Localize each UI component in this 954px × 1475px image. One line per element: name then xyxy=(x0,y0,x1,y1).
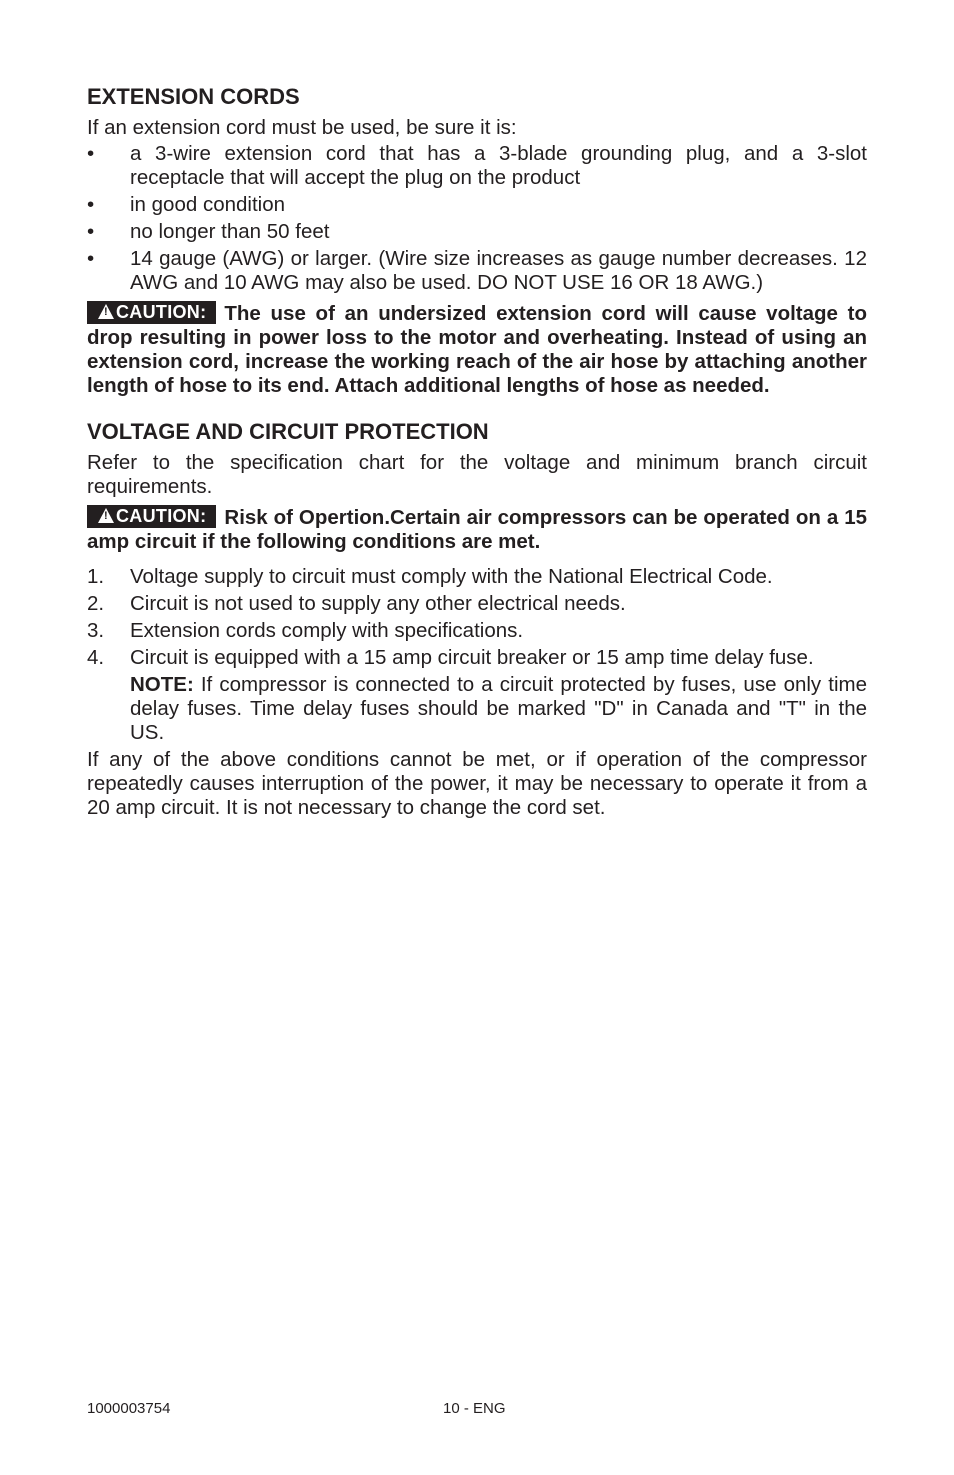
warning-triangle-icon xyxy=(98,304,114,319)
circuit-conditions-list xyxy=(87,565,867,670)
caution-label: CAUTION: xyxy=(116,506,207,526)
list-item xyxy=(87,220,867,244)
voltage-circuit-intro: Refer to the specification chart for the voltage and minimum branch circuit requirements. xyxy=(87,451,867,498)
caution-badge xyxy=(87,505,216,528)
list-item-text: Circuit is equipped with a 15 amp circuit breaker or 15 amp time delay fuse. xyxy=(130,646,814,669)
fuse-note xyxy=(87,673,867,745)
list-number: 1. xyxy=(87,565,105,588)
list-item xyxy=(87,592,867,616)
closing-paragraph: If any of the above conditions cannot be met, or if operation of the compressor repeatedly causes interruption of the power, it may be necessary to operate it from a 20 amp circuit. It is not necessary to change the cord set. xyxy=(87,748,867,819)
bullet-mark: • xyxy=(87,142,95,165)
note-label: NOTE: xyxy=(130,673,194,696)
list-item xyxy=(87,193,867,217)
circuit-caution xyxy=(87,505,867,554)
list-item-text: no longer than 50 feet xyxy=(130,220,330,243)
extension-cords-section xyxy=(87,84,867,398)
list-item xyxy=(87,142,867,190)
page-number: 10 - ENG xyxy=(443,1400,506,1417)
list-item xyxy=(87,619,867,643)
list-item xyxy=(87,247,867,295)
list-number: 2. xyxy=(87,592,105,615)
voltage-circuit-heading: VOLTAGE AND CIRCUIT PROTECTION xyxy=(87,419,489,444)
caution-label: CAUTION: xyxy=(116,302,207,322)
bullet-mark: • xyxy=(87,247,95,270)
list-number: 3. xyxy=(87,619,105,642)
caution-text: Risk of Opertion.Certain air compressors can be operated on a 15 amp circuit if the following conditions are met. xyxy=(87,506,867,553)
caution-badge xyxy=(87,301,216,324)
list-item-text: 14 gauge (AWG) or larger. (Wire size increases as gauge number decreases. 12 AWG and 10 AWG may also be used. DO NOT USE 16 OR 18 AWG.) xyxy=(130,247,867,294)
note-text: If compressor is connected to a circuit protected by fuses, use only time delay fuses. Time delay fuses should be marked "D" in Canada and "T" in the US. xyxy=(130,673,867,744)
caution-text: The use of an undersized extension cord will cause voltage to drop resulting in power loss to the motor and overheating. Instead of using an extension cord, increase the working reach of the air hose by attaching another length of hose to its end. Attach additional lengths of hose as needed. xyxy=(87,302,867,397)
extension-cord-requirements-list xyxy=(87,142,867,295)
list-item-text: a 3-wire extension cord that has a 3-blade grounding plug, and a 3-slot receptacle that will accept the plug on the product xyxy=(130,142,867,189)
voltage-circuit-section xyxy=(87,419,867,820)
bullet-mark: • xyxy=(87,193,95,216)
list-item-text: Extension cords comply with specifications. xyxy=(130,619,524,642)
list-number: 4. xyxy=(87,646,105,669)
page-content xyxy=(87,84,867,820)
bullet-mark: • xyxy=(87,220,95,243)
list-item-text: Circuit is not used to supply any other electrical needs. xyxy=(130,592,626,615)
list-item xyxy=(87,565,867,589)
extension-cords-intro: If an extension cord must be used, be sure it is: xyxy=(87,116,517,139)
extension-cord-caution xyxy=(87,301,867,398)
warning-triangle-icon xyxy=(98,508,114,523)
list-item-text: in good condition xyxy=(130,193,286,216)
extension-cords-heading: EXTENSION CORDS xyxy=(87,84,300,109)
list-item xyxy=(87,646,867,670)
document-number: 1000003754 xyxy=(87,1400,171,1417)
list-item-text: Voltage supply to circuit must comply with the National Electrical Code. xyxy=(130,565,773,588)
